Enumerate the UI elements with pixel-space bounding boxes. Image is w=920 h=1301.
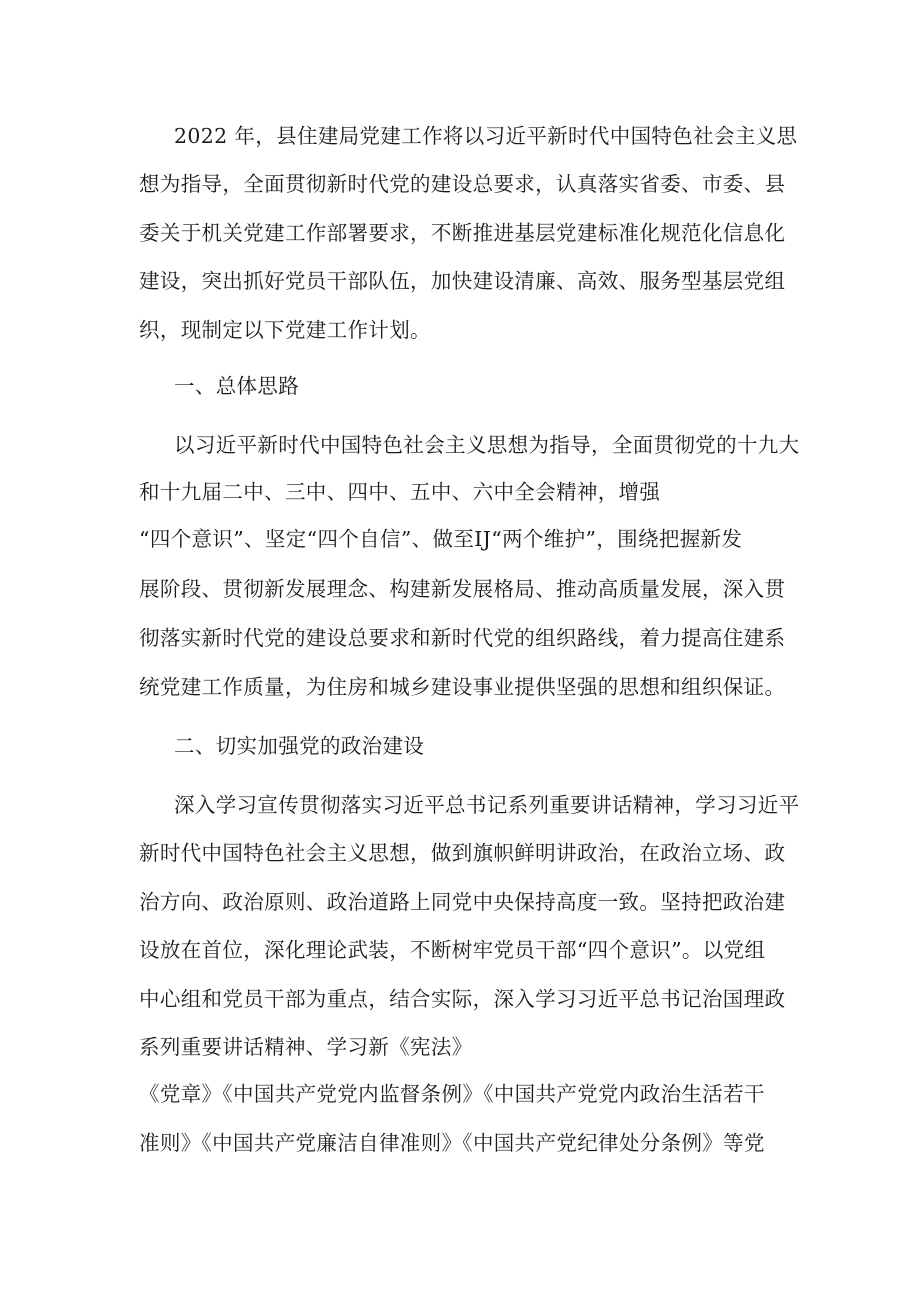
intro-line: 想为指导，全面贯彻新时代党的建设总要求，认真落实省委、市委、县 — [139, 172, 786, 196]
paragraph-2-line: 深入学习宣传贯彻落实习近平总书记系列重要讲话精神，学习习近平 — [174, 793, 800, 817]
paragraph-2-line: 系列重要讲话精神、学习新《宪法》 — [139, 1035, 473, 1059]
paragraph-2-line: 治方向、政治原则、政治道路上同党中央保持高度一致。坚持把政治建 — [139, 890, 786, 914]
intro-line: 2022 年，县住建局党建工作将以习近平新时代中国特色社会主义思 — [174, 124, 798, 148]
paragraph-1-line: 统党建工作质量，为住房和城乡建设事业提供坚强的思想和组织保证。 — [139, 675, 786, 699]
paragraph-1-line: 展阶段、贯彻新发展理念、构建新发展格局、推动高质量发展，深入贯 — [139, 577, 786, 601]
paragraph-2-line: 《党章》《中国共产党党内监督条例》《中国共产党党内政治生活若干 — [139, 1082, 765, 1106]
paragraph-1-line: 彻落实新时代党的建设总要求和新时代党的组织路线，着力提高住建系 — [139, 626, 786, 650]
intro-line: 委关于机关党建工作部署要求，不断推进基层党建标准化规范化信息化 — [139, 221, 786, 245]
paragraph-2-line: 准则》《中国共产党廉洁自律准则》《中国共产党纪律处分条例》等党 — [139, 1131, 765, 1155]
paragraph-1-line: 和十九届二中、三中、四中、五中、六中全会精神，增强 — [139, 480, 661, 504]
paragraph-1-line: “四个意识”、坚定“四个自信”、做至IJ“两个维护”，围绕把握新发 — [139, 527, 743, 551]
intro-line: 建设，突出抓好党员干部队伍，加快建设清廉、高效、服务型基层党组 — [139, 269, 786, 293]
intro-line: 织，现制定以下党建工作计划。 — [139, 318, 431, 342]
paragraph-2-line: 中心组和党员干部为重点，结合实际，深入学习习近平总书记治国理政 — [139, 987, 786, 1011]
paragraph-2-line: 设放在首位，深化理论武装，不断树牢党员干部“四个意识”。以党组 — [139, 938, 766, 962]
paragraph-1-line: 以习近平新时代中国特色社会主义思想为指导，全面贯彻党的十九大 — [174, 433, 800, 457]
paragraph-2-line: 新时代中国特色社会主义思想，做到旗帜鲜明讲政治，在政治立场、政 — [139, 841, 786, 865]
section-heading-2: 二、切实加强党的政治建设 — [174, 734, 425, 758]
section-heading-1: 一、总体思路 — [174, 374, 300, 398]
